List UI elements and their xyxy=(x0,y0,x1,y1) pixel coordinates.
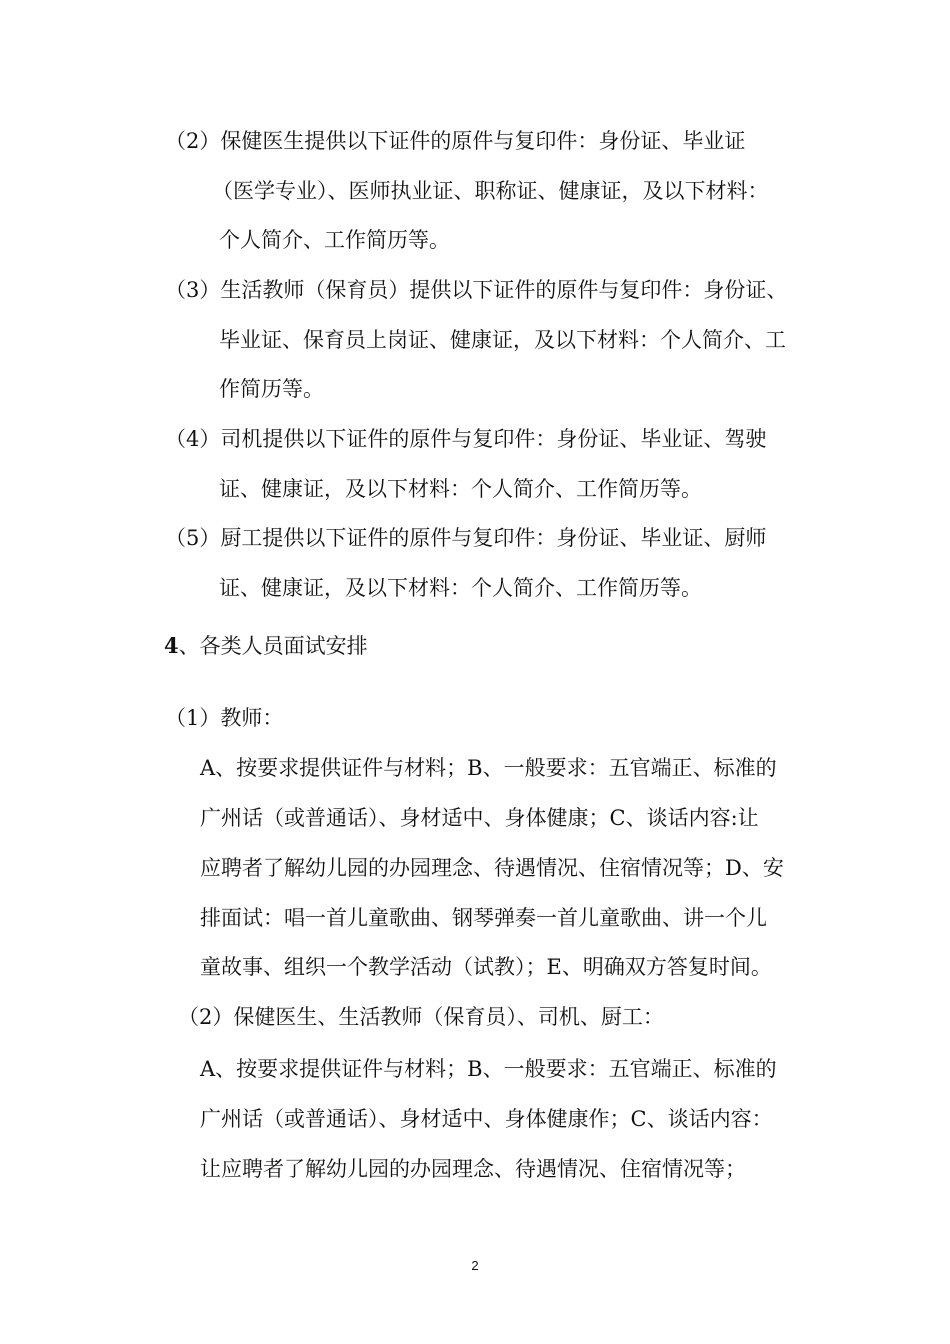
item-2-line-1: （2）保健医生提供以下证件的原件与复印件：身份证、毕业证 xyxy=(165,129,746,153)
sub-1-line-5: 童故事、组织一个教学活动（试教）；E、明确双方答复时间。 xyxy=(200,955,772,979)
sub-2-line-2: 广州话（或普通话）、身材适中、身体健康作；C、谈话内容： xyxy=(200,1107,773,1131)
section-4-heading xyxy=(164,631,368,661)
item-3-line-3: 作简历等。 xyxy=(219,377,324,401)
item-5-line-2: 证、健康证，及以下材料：个人简介、工作简历等。 xyxy=(219,576,702,600)
item-3-line-1: （3）生活教师（保育员）提供以下证件的原件与复印件：身份证、 xyxy=(165,278,788,302)
item-5-line-1: （5）厨工提供以下证件的原件与复印件：身份证、毕业证、厨师 xyxy=(165,526,767,550)
item-4-line-1: （4）司机提供以下证件的原件与复印件：身份证、毕业证、驾驶 xyxy=(165,427,767,451)
item-4-line-2: 证、健康证，及以下材料：个人简介、工作简历等。 xyxy=(219,477,702,501)
sub-1-title: （1）教师： xyxy=(165,706,284,730)
section-4-title: 、各类人员面试安排 xyxy=(178,634,368,658)
sub-2-line-1: A、按要求提供证件与材料；B、一般要求：五官端正、标准的 xyxy=(200,1057,777,1081)
sub-2-title: （2）保健医生、生活教师（保育员）、司机、厨工： xyxy=(178,1005,664,1029)
sub-1-line-4: 排面试：唱一首儿童歌曲、钢琴弹奏一首儿童歌曲、讲一个儿 xyxy=(200,906,767,930)
item-2-line-3: 个人简介、工作简历等。 xyxy=(219,228,450,252)
sub-1-line-2: 广州话（或普通话）、身材适中、身体健康；C、谈话内容:让 xyxy=(200,806,759,830)
page-number: 2 xyxy=(471,1258,479,1273)
section-4-number: 4 xyxy=(164,633,179,658)
sub-1-line-3: 应聘者了解幼儿园的办园理念、待遇情况、住宿情况等；D、安 xyxy=(200,856,784,880)
sub-2-line-3: 让应聘者了解幼儿园的办园理念、待遇情况、住宿情况等； xyxy=(200,1157,746,1181)
item-3-line-2: 毕业证、保育员上岗证、健康证，及以下材料：个人简介、工 xyxy=(219,328,786,352)
sub-1-line-1: A、按要求提供证件与材料；B、一般要求：五官端正、标准的 xyxy=(200,756,777,780)
item-2-line-2: （医学专业）、医师执业证、职称证、健康证，及以下材料： xyxy=(212,179,769,203)
